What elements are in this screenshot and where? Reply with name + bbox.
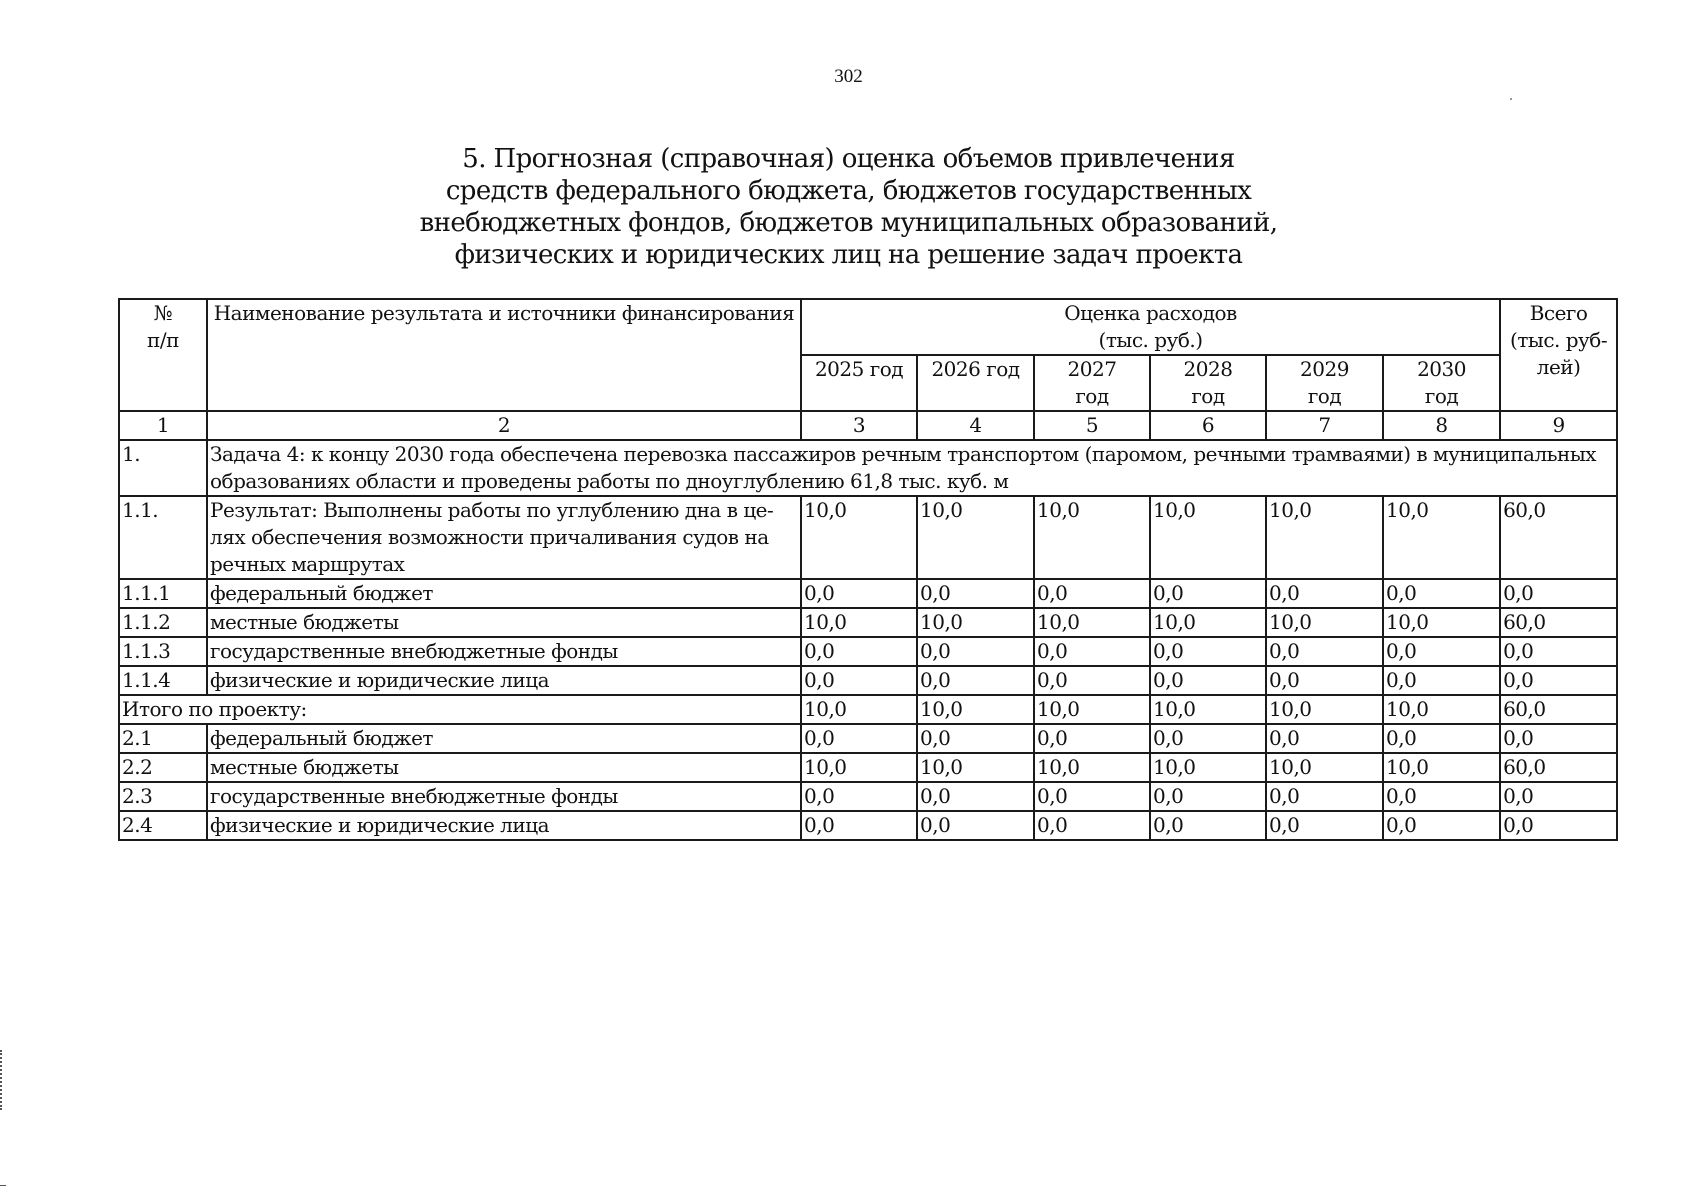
total-cell: 60,0: [1500, 608, 1617, 637]
table-row: [119, 666, 1617, 695]
page-number: 302: [834, 66, 863, 87]
row-name: местные бюджеты: [207, 608, 801, 637]
table-row: [119, 724, 1617, 753]
value-cell: 10,0: [1150, 608, 1266, 637]
value-cell: 10,0: [801, 695, 917, 724]
total-cell: 0,0: [1500, 724, 1617, 753]
value-cell: 0,0: [1150, 637, 1266, 666]
value-cell: 0,0: [801, 579, 917, 608]
value-cell: 0,0: [1150, 782, 1266, 811]
value-cell: 0,0: [917, 782, 1034, 811]
value-cell: 0,0: [1383, 666, 1500, 695]
value-cell: 0,0: [1150, 579, 1266, 608]
scan-speck: [1510, 98, 1512, 100]
value-cell: 0,0: [1034, 666, 1150, 695]
value-cell: 0,0: [1266, 579, 1383, 608]
value-cell: 10,0: [1150, 496, 1266, 579]
row-num: 1.1.: [119, 496, 207, 579]
value-cell: 0,0: [1034, 811, 1150, 840]
header-year-cell: 2027 год: [1034, 355, 1150, 411]
heading-line: средств федерального бюджета, бюджетов государственных: [445, 176, 1252, 206]
total-cell: 60,0: [1500, 496, 1617, 579]
header-year-cell: 2026 год: [917, 355, 1034, 411]
value-cell: 10,0: [1034, 608, 1150, 637]
column-number: 4: [917, 411, 1034, 440]
row-name: физические и юридические лица: [207, 811, 801, 840]
header-year-cell: 2029 год: [1266, 355, 1383, 411]
table-row: [119, 753, 1617, 782]
value-cell: 0,0: [1266, 666, 1383, 695]
value-cell: 0,0: [917, 637, 1034, 666]
row-name: государственные внебюджетные фонды: [207, 782, 801, 811]
table-row: [119, 637, 1617, 666]
row-name: местные бюджеты: [207, 753, 801, 782]
column-number-row: [119, 411, 1617, 440]
header-total-cell: Всего (тыс. руб- лей): [1500, 299, 1617, 411]
value-cell: 10,0: [1266, 496, 1383, 579]
scan-edge-marks: [0, 1050, 6, 1110]
row-num: 1.1.3: [119, 637, 207, 666]
column-number: 7: [1266, 411, 1383, 440]
value-cell: 0,0: [1266, 637, 1383, 666]
value-cell: 0,0: [801, 637, 917, 666]
value-cell: 0,0: [1150, 724, 1266, 753]
value-cell: 0,0: [917, 579, 1034, 608]
value-cell: 0,0: [917, 666, 1034, 695]
total-cell: 60,0: [1500, 695, 1617, 724]
table-row: [119, 811, 1617, 840]
heading-line: физических и юридических лиц на решение задач проекта: [454, 240, 1243, 270]
task-text: Задача 4: к концу 2030 года обеспечена перевозка пассажиров речным транспортом (паромом, речными трамваями) в муниципальных образованиях области и проведены работы по дноуглублению 61,8 тыс. куб. м: [207, 440, 1617, 496]
value-cell: 10,0: [801, 753, 917, 782]
value-cell: 0,0: [801, 666, 917, 695]
header-year-cell: 2025 год: [801, 355, 917, 411]
value-cell: 0,0: [1383, 811, 1500, 840]
row-num: 2.3: [119, 782, 207, 811]
column-number: 2: [207, 411, 801, 440]
header-year-cell: 2028 год: [1150, 355, 1266, 411]
task-num: 1.: [119, 440, 207, 496]
value-cell: 10,0: [917, 608, 1034, 637]
total-cell: 0,0: [1500, 579, 1617, 608]
value-cell: 0,0: [1034, 782, 1150, 811]
value-cell: 10,0: [917, 753, 1034, 782]
project-total-label: Итого по проекту:: [119, 695, 801, 724]
value-cell: 0,0: [1266, 782, 1383, 811]
total-cell: 0,0: [1500, 637, 1617, 666]
document-heading: [0, 143, 1697, 271]
column-number: 8: [1383, 411, 1500, 440]
header-name-cell: Наименование результата и источники финансирования: [207, 299, 801, 411]
scan-edge-tick: [0, 1185, 6, 1186]
header-num-cell: № п/п: [119, 299, 207, 411]
value-cell: 10,0: [1383, 496, 1500, 579]
financing-table: [118, 298, 1618, 841]
column-number: 3: [801, 411, 917, 440]
value-cell: 0,0: [801, 782, 917, 811]
value-cell: 10,0: [1266, 753, 1383, 782]
heading-line: 5. Прогнозная (справочная) оценка объемов привлечения: [462, 144, 1235, 174]
row-num: 1.1.2: [119, 608, 207, 637]
row-num: 2.4: [119, 811, 207, 840]
value-cell: 10,0: [1150, 753, 1266, 782]
value-cell: 0,0: [1383, 637, 1500, 666]
value-cell: 0,0: [1034, 637, 1150, 666]
value-cell: 10,0: [1266, 608, 1383, 637]
value-cell: 0,0: [801, 724, 917, 753]
row-num: 1.1.4: [119, 666, 207, 695]
value-cell: 10,0: [801, 608, 917, 637]
column-number: 1: [119, 411, 207, 440]
value-cell: 10,0: [1034, 753, 1150, 782]
header-year-cell: 2030 год: [1383, 355, 1500, 411]
task-row: [119, 440, 1617, 496]
row-name: физические и юридические лица: [207, 666, 801, 695]
total-cell: 60,0: [1500, 753, 1617, 782]
column-number: 9: [1500, 411, 1617, 440]
total-cell: 0,0: [1500, 811, 1617, 840]
value-cell: 0,0: [1034, 724, 1150, 753]
row-name: федеральный бюджет: [207, 724, 801, 753]
heading-line: внебюджетных фондов, бюджетов муниципальных образований,: [419, 208, 1278, 238]
value-cell: 0,0: [917, 811, 1034, 840]
table-row: [119, 608, 1617, 637]
row-name: Результат: Выполнены работы по углублению дна в це- лях обеспечения возможности причаливания судов на речных маршрутах: [207, 496, 801, 579]
row-num: 2.2: [119, 753, 207, 782]
row-name: федеральный бюджет: [207, 579, 801, 608]
value-cell: 10,0: [1034, 695, 1150, 724]
value-cell: 10,0: [1383, 608, 1500, 637]
table-row: [119, 579, 1617, 608]
value-cell: 0,0: [1383, 724, 1500, 753]
value-cell: 0,0: [1383, 579, 1500, 608]
value-cell: 10,0: [1034, 496, 1150, 579]
value-cell: 0,0: [917, 724, 1034, 753]
column-number: 6: [1150, 411, 1266, 440]
value-cell: 0,0: [1150, 811, 1266, 840]
table-row: [119, 496, 1617, 579]
value-cell: 0,0: [801, 811, 917, 840]
value-cell: 10,0: [1383, 753, 1500, 782]
value-cell: 10,0: [1266, 695, 1383, 724]
value-cell: 0,0: [1150, 666, 1266, 695]
value-cell: 0,0: [1266, 724, 1383, 753]
header-expenses-cell: Оценка расходов (тыс. руб.): [801, 299, 1500, 355]
project-total-row: [119, 695, 1617, 724]
value-cell: 0,0: [1034, 579, 1150, 608]
table-row: [119, 782, 1617, 811]
value-cell: 0,0: [1383, 782, 1500, 811]
row-num: 1.1.1: [119, 579, 207, 608]
value-cell: 10,0: [801, 496, 917, 579]
total-cell: 0,0: [1500, 666, 1617, 695]
row-name: государственные внебюджетные фонды: [207, 637, 801, 666]
row-num: 2.1: [119, 724, 207, 753]
value-cell: 10,0: [1150, 695, 1266, 724]
column-number: 5: [1034, 411, 1150, 440]
value-cell: 0,0: [1266, 811, 1383, 840]
value-cell: 10,0: [917, 695, 1034, 724]
total-cell: 0,0: [1500, 782, 1617, 811]
value-cell: 10,0: [1383, 695, 1500, 724]
value-cell: 10,0: [917, 496, 1034, 579]
